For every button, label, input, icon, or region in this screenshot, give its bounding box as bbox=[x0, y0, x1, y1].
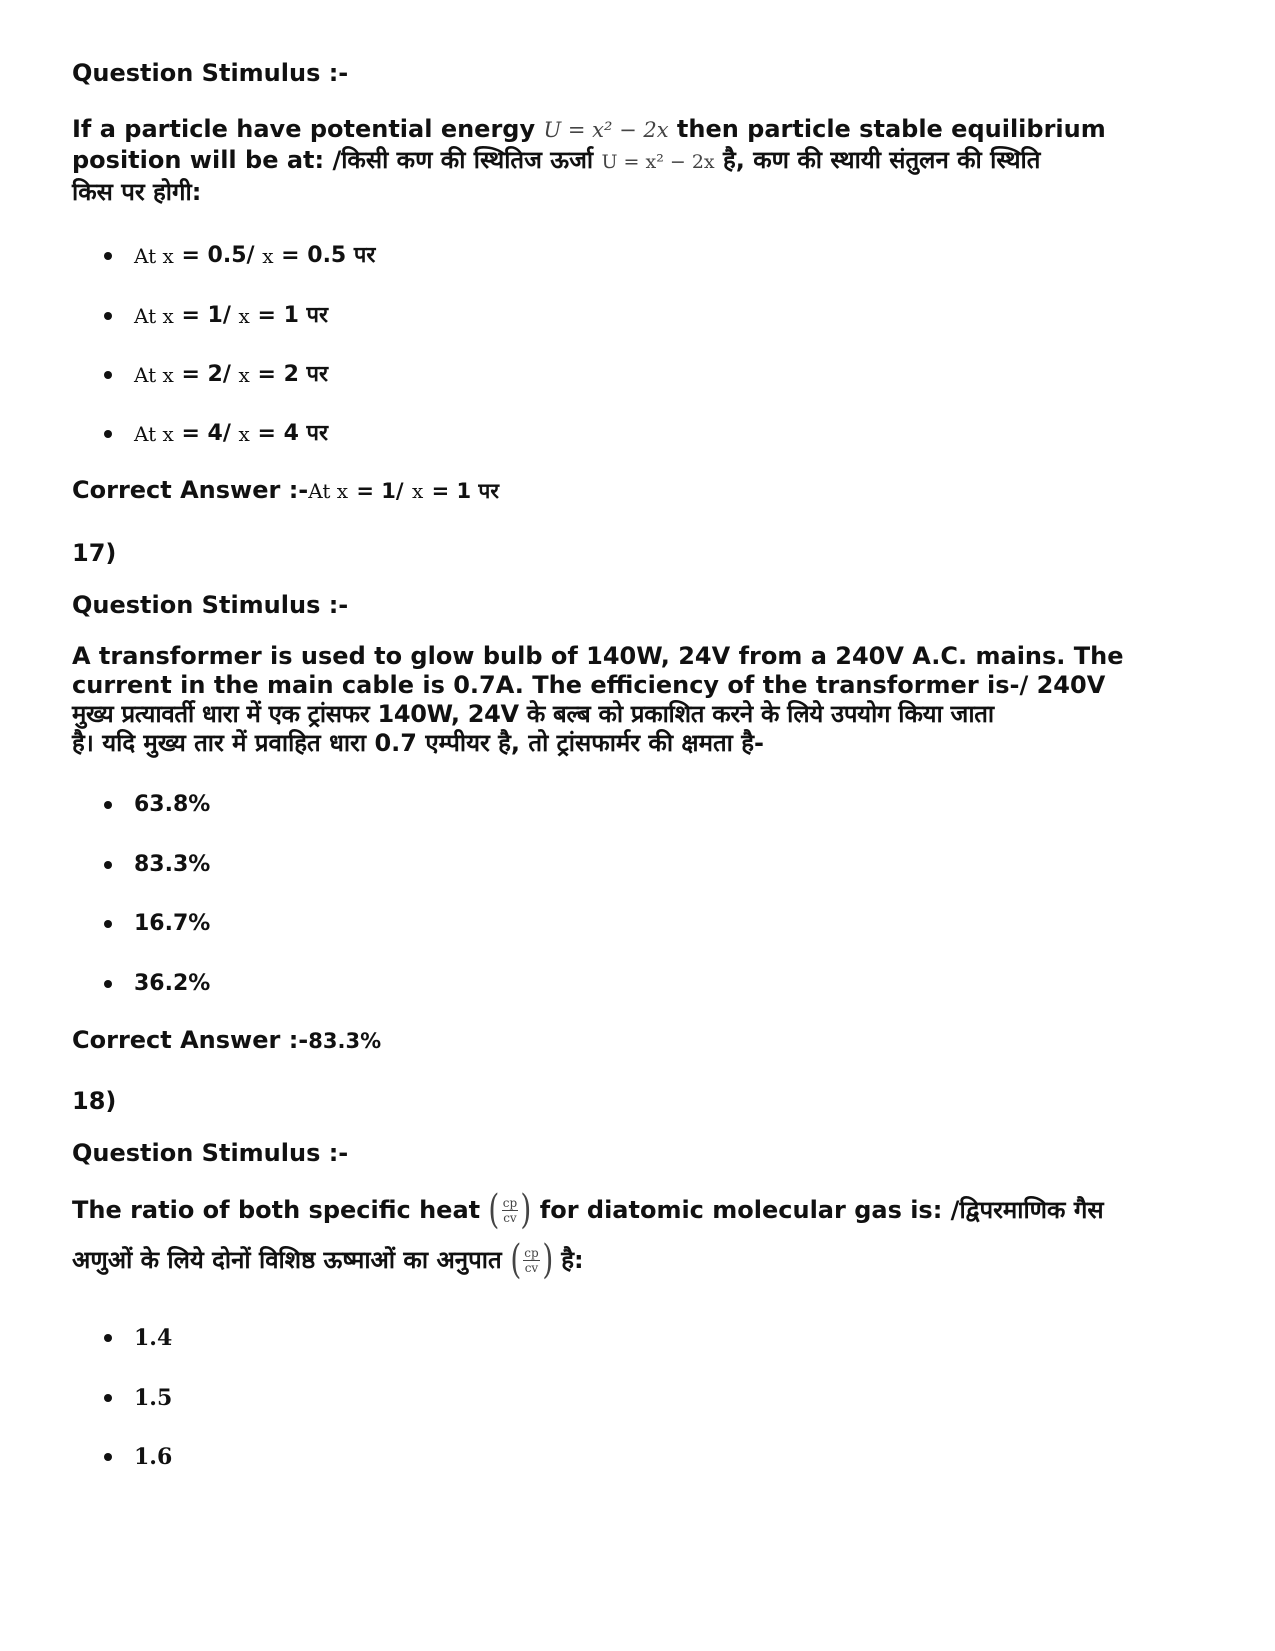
answer-text: = 1/ bbox=[356, 479, 404, 503]
answer-var: x bbox=[411, 479, 424, 503]
bullet-icon bbox=[104, 252, 112, 260]
option-text: 63.8% bbox=[134, 792, 211, 817]
option-text: = 4/ bbox=[181, 421, 231, 446]
option-text: 1.5 bbox=[134, 1385, 173, 1411]
option-item[interactable] bbox=[104, 851, 210, 879]
answer-text: 83.3% bbox=[308, 1029, 382, 1053]
option-item[interactable] bbox=[104, 910, 210, 938]
stem-text: है, कण की स्थायी संतुलन की स्थिति bbox=[723, 146, 1041, 174]
question-17-stem bbox=[72, 642, 1182, 758]
fraction-numerator: cp bbox=[502, 1195, 518, 1210]
option-var: x bbox=[238, 304, 250, 328]
correct-answer-17 bbox=[72, 1026, 1182, 1054]
question-16-stem bbox=[72, 114, 1182, 207]
answer-prefix: At x bbox=[308, 479, 349, 503]
option-text: = 1/ bbox=[181, 303, 231, 328]
paren-right: ) bbox=[520, 1187, 532, 1233]
option-text: = 2/ bbox=[181, 362, 231, 387]
fraction-numerator: cp bbox=[524, 1245, 539, 1260]
stem-line: A transformer is used to glow bulb of 140W, 24V from a 240V A.C. mains. The bbox=[72, 642, 1124, 670]
correct-answer-label: Correct Answer :- bbox=[72, 1026, 309, 1054]
question-number: 18) bbox=[72, 1087, 117, 1115]
stem-text: If a particle have potential energy bbox=[72, 115, 536, 143]
potential-energy-formula: U = x² − 2x bbox=[543, 118, 669, 142]
bullet-icon bbox=[104, 980, 112, 988]
stem-line bbox=[72, 114, 1182, 145]
potential-energy-formula-hindi: U = x² − 2x bbox=[601, 151, 715, 173]
option-text: = 2 पर bbox=[257, 362, 329, 387]
question-stimulus-label: Question Stimulus :- bbox=[72, 1139, 349, 1167]
option-text: = 4 पर bbox=[257, 421, 329, 446]
paren-right: ) bbox=[541, 1237, 553, 1283]
option-text: = 0.5/ bbox=[181, 243, 255, 268]
stem-line: है। यदि मुख्य तार में प्रवाहित धारा 0.7 एम्पीयर है, तो ट्रांसफार्मर की क्षमता है- bbox=[72, 729, 764, 757]
bullet-icon bbox=[104, 861, 112, 869]
option-var: x bbox=[262, 244, 274, 268]
option-item[interactable] bbox=[104, 420, 328, 448]
stem-line: मुख्य प्रत्यावर्ती धारा में एक ट्रांसफर 140W, 24V के बल्ब को प्रकाशित करने के लिये उपयोग किया जाता bbox=[72, 700, 994, 728]
bullet-icon bbox=[104, 371, 112, 379]
stem-text: अणुओं के लिये दोनों विशिष्ठ ऊष्माओं का अनुपात bbox=[72, 1246, 502, 1274]
fraction-denominator: cv bbox=[503, 1210, 517, 1225]
bullet-icon bbox=[104, 1394, 112, 1402]
option-item[interactable] bbox=[104, 1443, 172, 1471]
stem-line: current in the main cable is 0.7A. The efficiency of the transformer is-/ 240V bbox=[72, 671, 1106, 699]
bullet-icon bbox=[104, 1334, 112, 1342]
correct-answer-label: Correct Answer :- bbox=[72, 476, 309, 504]
question-18-stem bbox=[72, 1186, 1182, 1286]
stem-line bbox=[72, 145, 1182, 177]
bullet-icon bbox=[104, 430, 112, 438]
fraction bbox=[502, 1196, 518, 1225]
specific-heat-ratio-formula-hindi bbox=[508, 1237, 556, 1283]
option-item[interactable] bbox=[104, 970, 210, 998]
option-var: x bbox=[238, 422, 250, 446]
option-item[interactable] bbox=[104, 361, 328, 389]
question-stimulus-label: Question Stimulus :- bbox=[72, 591, 349, 619]
bullet-icon bbox=[104, 920, 112, 928]
fraction bbox=[523, 1246, 539, 1275]
option-item[interactable] bbox=[104, 242, 375, 270]
option-item[interactable] bbox=[104, 791, 210, 819]
specific-heat-ratio-formula bbox=[486, 1187, 534, 1233]
stem-text: position will be at: /किसी कण की स्थितिज ऊर्जा bbox=[72, 146, 594, 174]
option-text: 16.7% bbox=[134, 911, 211, 936]
option-prefix: At x bbox=[134, 304, 174, 328]
option-text: = 0.5 पर bbox=[281, 243, 376, 268]
option-item[interactable] bbox=[104, 302, 328, 330]
paren-left: ( bbox=[488, 1187, 500, 1233]
fraction-denominator: cv bbox=[524, 1260, 539, 1275]
correct-answer-16 bbox=[72, 476, 1182, 505]
option-text: 36.2% bbox=[134, 971, 211, 996]
stem-line bbox=[72, 1234, 1182, 1286]
bullet-icon bbox=[104, 801, 112, 809]
stem-text: The ratio of both specific heat bbox=[72, 1196, 481, 1224]
bullet-icon bbox=[104, 312, 112, 320]
stem-text: then particle stable equilibrium bbox=[676, 115, 1106, 143]
option-var: x bbox=[238, 363, 250, 387]
option-text: 1.4 bbox=[134, 1325, 173, 1351]
option-prefix: At x bbox=[134, 363, 174, 387]
option-text: 1.6 bbox=[134, 1444, 173, 1470]
option-prefix: At x bbox=[134, 422, 174, 446]
question-stimulus-label: Question Stimulus :- bbox=[72, 59, 349, 87]
paren-left: ( bbox=[509, 1237, 521, 1283]
question-number: 17) bbox=[72, 539, 117, 567]
stem-line bbox=[72, 1186, 1182, 1234]
option-text: 83.3% bbox=[134, 852, 211, 877]
stem-line: किस पर होगी: bbox=[72, 178, 202, 206]
option-item[interactable] bbox=[104, 1384, 172, 1412]
option-item[interactable] bbox=[104, 1324, 172, 1352]
option-prefix: At x bbox=[134, 244, 174, 268]
bullet-icon bbox=[104, 1453, 112, 1461]
option-text: = 1 पर bbox=[257, 303, 329, 328]
answer-text: = 1 पर bbox=[431, 479, 499, 503]
stem-text: for diatomic molecular gas is: /द्विपरमाणिक गैस bbox=[539, 1196, 1104, 1224]
stem-text: है: bbox=[561, 1246, 584, 1274]
